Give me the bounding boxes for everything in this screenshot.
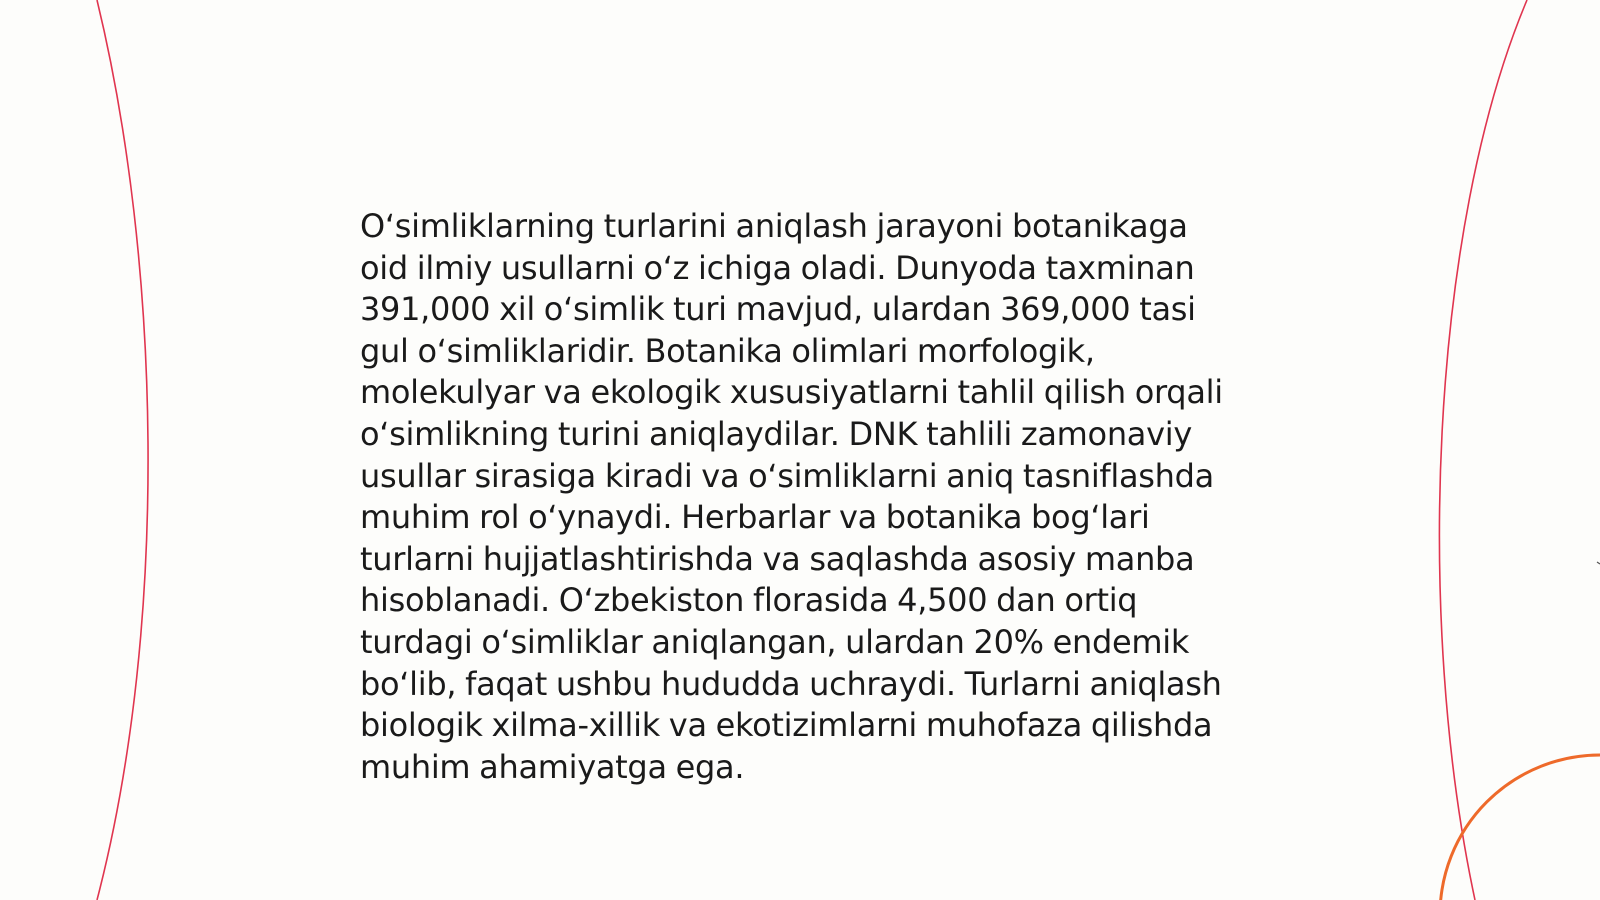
right-curve-line (1439, 0, 1527, 900)
left-curve-line (97, 0, 148, 900)
body-text: O‘simliklarning turlarini aniqlash jarayoni botanikaga oid ilmiy usullarni o‘z ichiga oladi. Dunyoda taxminan 391,000 xil o‘simlik turi mavjud, ulardan 369,000 tasi gul o‘simliklaridir. Botanika olimlari morfologik, molekulyar va ekologik xususiyatlarni tahlil qilish orqali o‘simlikning turini aniqlaydilar. DNK tahlili zamonaviy usullar sirasiga kiradi va o‘simliklarni aniq tasniflashda muhim rol o‘ynaydi. Herbarlar va botanika bog‘lari turlarni hujjatlashtirishda va saqlashda asosiy manba hisoblanadi. O‘zbekiston florasida 4,500 dan ortiq turdagi o‘simliklar aniqlangan, ulardan 20% endemik bo‘lib, faqat ushbu hududda uchraydi. Turlarni aniqlash biologik xilma-xillik va ekotizimlarni muhofaza qilishda muhim ahamiyatga ega. (360, 207, 1223, 786)
orange-circle-arc (1440, 755, 1600, 900)
